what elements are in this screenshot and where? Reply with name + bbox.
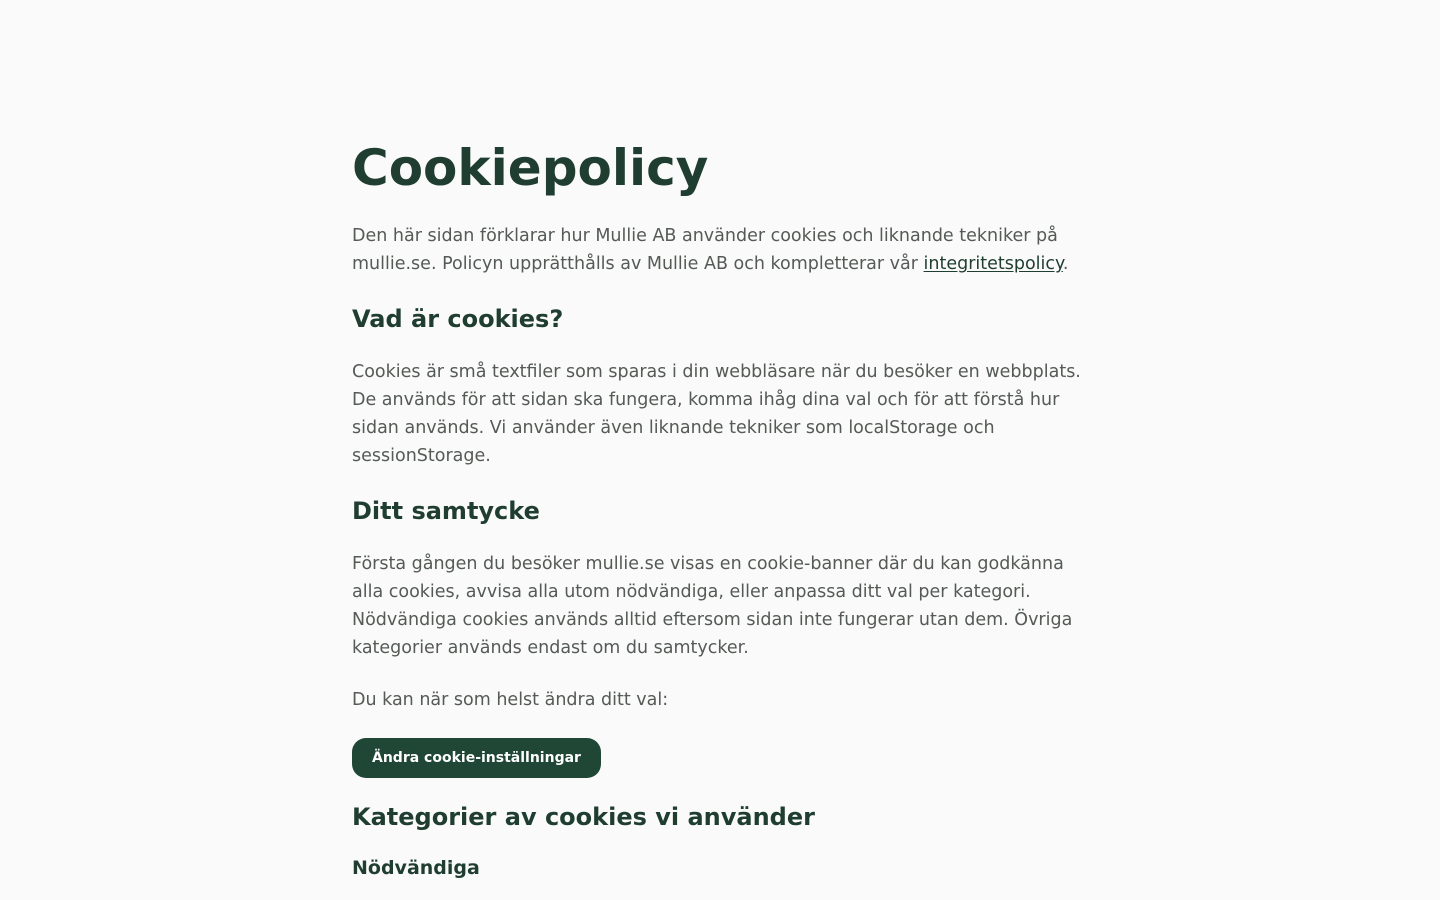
section-heading-categories: Kategorier av cookies vi använder [352, 803, 815, 831]
intro-paragraph [352, 222, 1088, 278]
change-cookie-settings-button[interactable]: Ändra cookie-inställningar [352, 738, 601, 778]
page-title: Cookiepolicy [352, 139, 709, 197]
section-heading-what-are-cookies: Vad är cookies? [352, 305, 564, 333]
section-heading-consent: Ditt samtycke [352, 497, 540, 525]
main-content [352, 138, 1088, 880]
privacy-policy-link[interactable]: integritetspolicy [923, 254, 1063, 274]
subheading-necessary: Nödvändiga [352, 857, 480, 879]
button-row [352, 738, 1088, 778]
intro-text-end: . [1062, 254, 1069, 274]
consent-paragraph: Första gången du besöker mullie.se visas en cookie-banner där du kan godkänna alla cookies, avvisa alla utom nödvändiga, eller anpassa ditt val per kategori. Nödvändiga cookies används alltid eftersom sidan inte fungerar utan dem. Övriga kategorier används endast om du samtycker. [352, 554, 1073, 658]
what-are-cookies-paragraph: Cookies är små textfiler som sparas i din webbläsare när du besöker en webbplats. De används för att sidan ska fungera, komma ihåg dina val och för att förstå hur sidan används. Vi använder även liknande tekniker som localStorage och sessionStorage. [352, 362, 1081, 466]
change-choice-text: Du kan när som helst ändra ditt val: [352, 690, 669, 710]
intro-text: Den här sidan förklarar hur Mullie AB använder cookies och liknande tekniker på mullie.se. Policyn upprätthålls av Mullie AB och kompletterar vår [352, 226, 1058, 274]
